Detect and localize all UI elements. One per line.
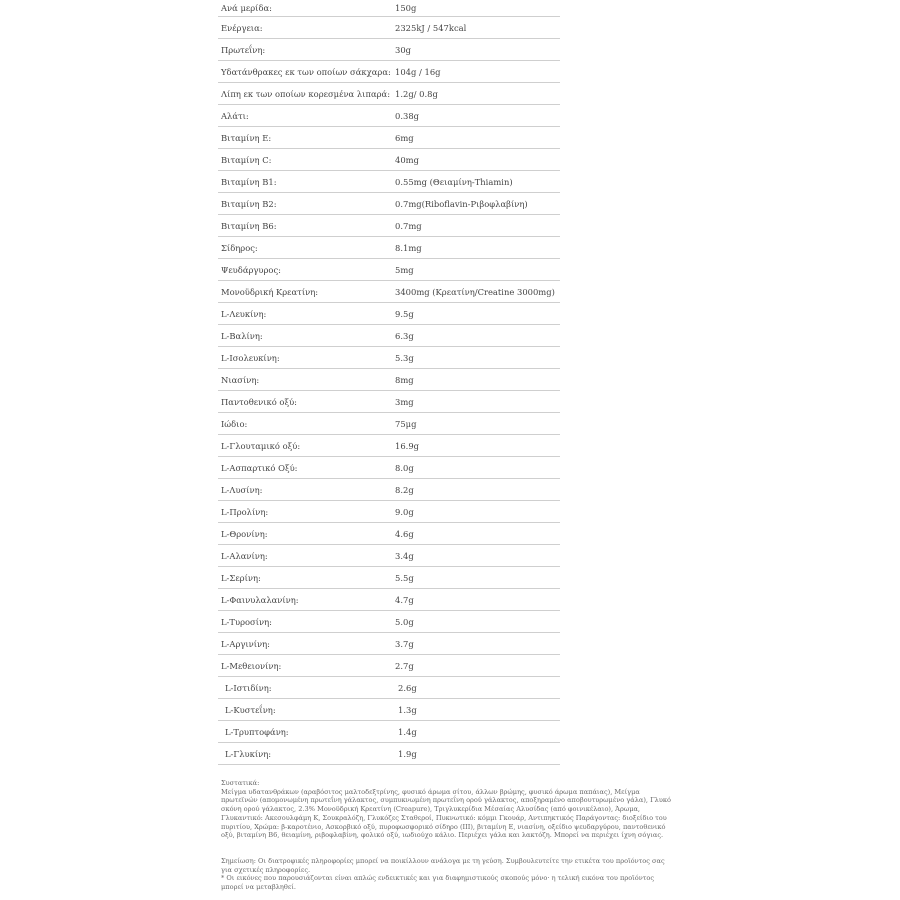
nutrient-name: L-Ισολευκίνη: <box>218 347 391 369</box>
nutrient-name: Βιταμίνη Β6: <box>218 215 391 237</box>
nutrition-row <box>218 391 560 413</box>
nutrient-value: 4.7g <box>391 589 560 611</box>
nutrition-row <box>218 545 560 567</box>
nutrient-name: L-Γλουταμικό οξύ: <box>218 435 391 457</box>
nutrient-name: L-Θρονίνη: <box>218 523 391 545</box>
nutrition-row <box>218 17 560 39</box>
nutrition-row <box>218 83 560 105</box>
nutrient-name: L-Αλανίνη: <box>218 545 391 567</box>
nutrition-row <box>218 0 560 17</box>
nutrient-value: 8mg <box>391 369 560 391</box>
nutrient-value: 6mg <box>391 127 560 149</box>
nutrient-name: L-Αργινίνη: <box>218 633 391 655</box>
nutrient-value: 1.4g <box>391 721 560 743</box>
nutrient-value: 5.5g <box>391 567 560 589</box>
nutrient-name: Ενέργεια: <box>218 17 391 39</box>
nutrient-value: 2.7g <box>391 655 560 677</box>
nutrient-name: L-Λυσίνη: <box>218 479 391 501</box>
nutrient-name: L-Τυροσίνη: <box>218 611 391 633</box>
nutrition-row <box>218 611 560 633</box>
nutrient-value: 3mg <box>391 391 560 413</box>
ingredients-line: πρωτεϊνών (απομονωμένη πρωτεΐνη γάλακτος, συμπυκνωμένη πρωτεΐνη ορού γάλακτος, αποξηραμένο αποβουτυρωμένο γάλα), Γλυκό <box>221 796 671 805</box>
nutrient-name: L-Τρυπτοφάνη: <box>218 721 391 743</box>
nutrient-name: Ιώδιο: <box>218 413 391 435</box>
nutrient-value: 0.7mg <box>391 215 560 237</box>
nutrient-value: 9.5g <box>391 303 560 325</box>
nutrient-name: Λίπη εκ των οποίων κορεσμένα λιπαρά: <box>218 83 391 105</box>
nutrient-name: L-Ιστιδίνη: <box>218 677 391 699</box>
nutrition-row <box>218 369 560 391</box>
nutrient-value: 1.3g <box>391 699 560 721</box>
nutrient-name: Παντοθενικό οξύ: <box>218 391 391 413</box>
nutrient-name: Βιταμίνη Β1: <box>218 171 391 193</box>
nutrient-value: 1.9g <box>391 743 560 765</box>
nutrition-facts-table <box>218 0 560 765</box>
nutrient-name: Υδατάνθρακες εκ των οποίων σάκχαρα: <box>218 61 391 83</box>
nutrition-row <box>218 237 560 259</box>
nutrient-name: L-Σερίνη: <box>218 567 391 589</box>
nutrition-row <box>218 523 560 545</box>
nutrient-value: 3.4g <box>391 545 560 567</box>
nutrient-name: L-Φαινυλαλανίνη: <box>218 589 391 611</box>
nutrient-name: L-Γλυκίνη: <box>218 743 391 765</box>
nutrition-row <box>218 259 560 281</box>
nutrition-row <box>218 501 560 523</box>
ingredients-line: σκόνη ορού γάλακτος, 2.3% Μονοϋδρική Κρεατίνη (Creapure), Τριγλυκερίδια Μέσαίας Αλυσίδας (από φοινικέλαιο), Άρωμα, <box>221 805 641 814</box>
nutrient-value: 75μg <box>391 413 560 435</box>
nutrition-row <box>218 149 560 171</box>
ingredients-line: Γλυκαντικό: Ακεσουλφάμη Κ, Σουκραλόζη, Γλυκόζες Σταθεροί, Πυκνωτικό: κόμμι Γκουάρ, Αντιπηκτικός Παράγοντας: διοξείδιο του <box>221 813 667 822</box>
nutrition-row <box>218 413 560 435</box>
nutrient-value: 4.6g <box>391 523 560 545</box>
nutrient-name: Ψευδάργυρος: <box>218 259 391 281</box>
nutrient-value: 8.1mg <box>391 237 560 259</box>
nutrition-row <box>218 303 560 325</box>
nutrition-row <box>218 567 560 589</box>
nutrition-row <box>218 39 560 61</box>
nutrient-name: L-Μεθειονίνη: <box>218 655 391 677</box>
nutrition-row <box>218 589 560 611</box>
nutrient-value: 8.0g <box>391 457 560 479</box>
notes-section <box>221 857 683 892</box>
nutrient-value: 104g / 16g <box>391 61 560 83</box>
nutrient-value: 5.3g <box>391 347 560 369</box>
ingredients-section <box>221 779 683 840</box>
nutrient-value: 2.6g <box>391 677 560 699</box>
ingredients-line: πυριτίου, Χρώμα: β-καροτένιο, Ασκορβικό οξύ, πυροφωσφορικό σίδηρο (ΙΙΙ), βιταμίνη Ε, νιασίνη, οξείδιο ψευδαργύρου, παντοθενικό <box>221 822 666 831</box>
nutrient-name: L-Προλίνη: <box>218 501 391 523</box>
nutrient-value: 0.38g <box>391 105 560 127</box>
nutrient-value: 5.0g <box>391 611 560 633</box>
nutrition-row <box>218 281 560 303</box>
nutrient-name: L-Βαλίνη: <box>218 325 391 347</box>
nutrient-name: Βιταμίνη Ε: <box>218 127 391 149</box>
nutrient-name: L-Ασπαρτικό Οξύ: <box>218 457 391 479</box>
nutrient-name: Σίδηρος: <box>218 237 391 259</box>
note-line: μπορεί να μεταβληθεί. <box>221 883 296 892</box>
nutrient-value: 3.7g <box>391 633 560 655</box>
nutrient-value: 0.55mg (Θειαμίνη-Thiamin) <box>391 171 560 193</box>
nutrient-name: Πρωτεΐνη: <box>218 39 391 61</box>
nutrition-row <box>218 127 560 149</box>
note-line: για σχετικές πληροφορίες. <box>221 865 311 874</box>
ingredients-line: οξύ, βιταμίνη Β6, θειαμίνη, ριβοφλαβίνη, φολικό οξύ, ιωδιούχο κάλιο. Περιέχει γάλα και λακτόζη. Μπορεί να περιέχει ίχνη σόγιας. <box>221 831 664 840</box>
nutrient-value: 5mg <box>391 259 560 281</box>
nutrient-value: 30g <box>391 39 560 61</box>
nutrition-row <box>218 743 560 765</box>
note-line: Σημείωση: Οι διατροφικές πληροφορίες μπορεί να ποικίλλουν ανάλογα με τη γεύση. Συμβουλευτείτε την ετικέτα του προϊόντος σας <box>221 857 665 865</box>
nutrition-row <box>218 655 560 677</box>
nutrition-row <box>218 479 560 501</box>
nutrition-row <box>218 193 560 215</box>
ingredients-line: Μείγμα υδατανθράκων (αραβόσιτος μαλτοδεξτρίνης, φυσικό άρωμα σίτου, άλλων βρώμης, φυσικό άρωμα παπάιας), Μείγμα <box>221 787 640 796</box>
nutrition-row <box>218 721 560 743</box>
nutrient-value: 2325kJ / 547kcal <box>391 17 560 39</box>
nutrition-row <box>218 435 560 457</box>
nutrient-value: 1.2g/ 0.8g <box>391 83 560 105</box>
nutrition-table-body <box>218 0 560 765</box>
nutrient-value: 40mg <box>391 149 560 171</box>
nutrient-value: 0.7mg(Riboflavin-Ριβοφλαβίνη) <box>391 193 560 215</box>
nutrition-row <box>218 347 560 369</box>
nutrient-name: L-Λευκίνη: <box>218 303 391 325</box>
nutrition-row <box>218 633 560 655</box>
nutrition-row <box>218 171 560 193</box>
nutrient-name: Ανά μερίδα: <box>218 0 391 17</box>
nutrition-row <box>218 105 560 127</box>
nutrient-value: 150g <box>391 0 560 17</box>
nutrient-value: 3400mg (Κρεατίνη/Creatine 3000mg) <box>391 281 560 303</box>
nutrient-name: Μονοϋδρική Κρεατίνη: <box>218 281 391 303</box>
nutrient-name: Αλάτι: <box>218 105 391 127</box>
nutrient-value: 6.3g <box>391 325 560 347</box>
nutrition-row <box>218 325 560 347</box>
nutrition-row <box>218 677 560 699</box>
nutrient-value: 9.0g <box>391 501 560 523</box>
nutrition-row <box>218 61 560 83</box>
nutrient-name: Βιταμίνη Β2: <box>218 193 391 215</box>
nutrient-value: 16.9g <box>391 435 560 457</box>
nutrient-value: 8.2g <box>391 479 560 501</box>
nutrient-name: L-Κυστεΐνη: <box>218 699 391 721</box>
nutrition-row <box>218 457 560 479</box>
ingredients-title: Συστατικά: <box>221 779 260 787</box>
nutrient-name: Βιταμίνη C: <box>218 149 391 171</box>
nutrient-name: Νιασίνη: <box>218 369 391 391</box>
nutrition-row <box>218 699 560 721</box>
note-line: * Οι εικόνες που παρουσιάζονται είναι απλώς ενδεικτικές και για διαφημιστικούς σκοπούς μόνο· η τελική εικόνα του προϊόντος <box>221 874 655 883</box>
nutrition-row <box>218 215 560 237</box>
